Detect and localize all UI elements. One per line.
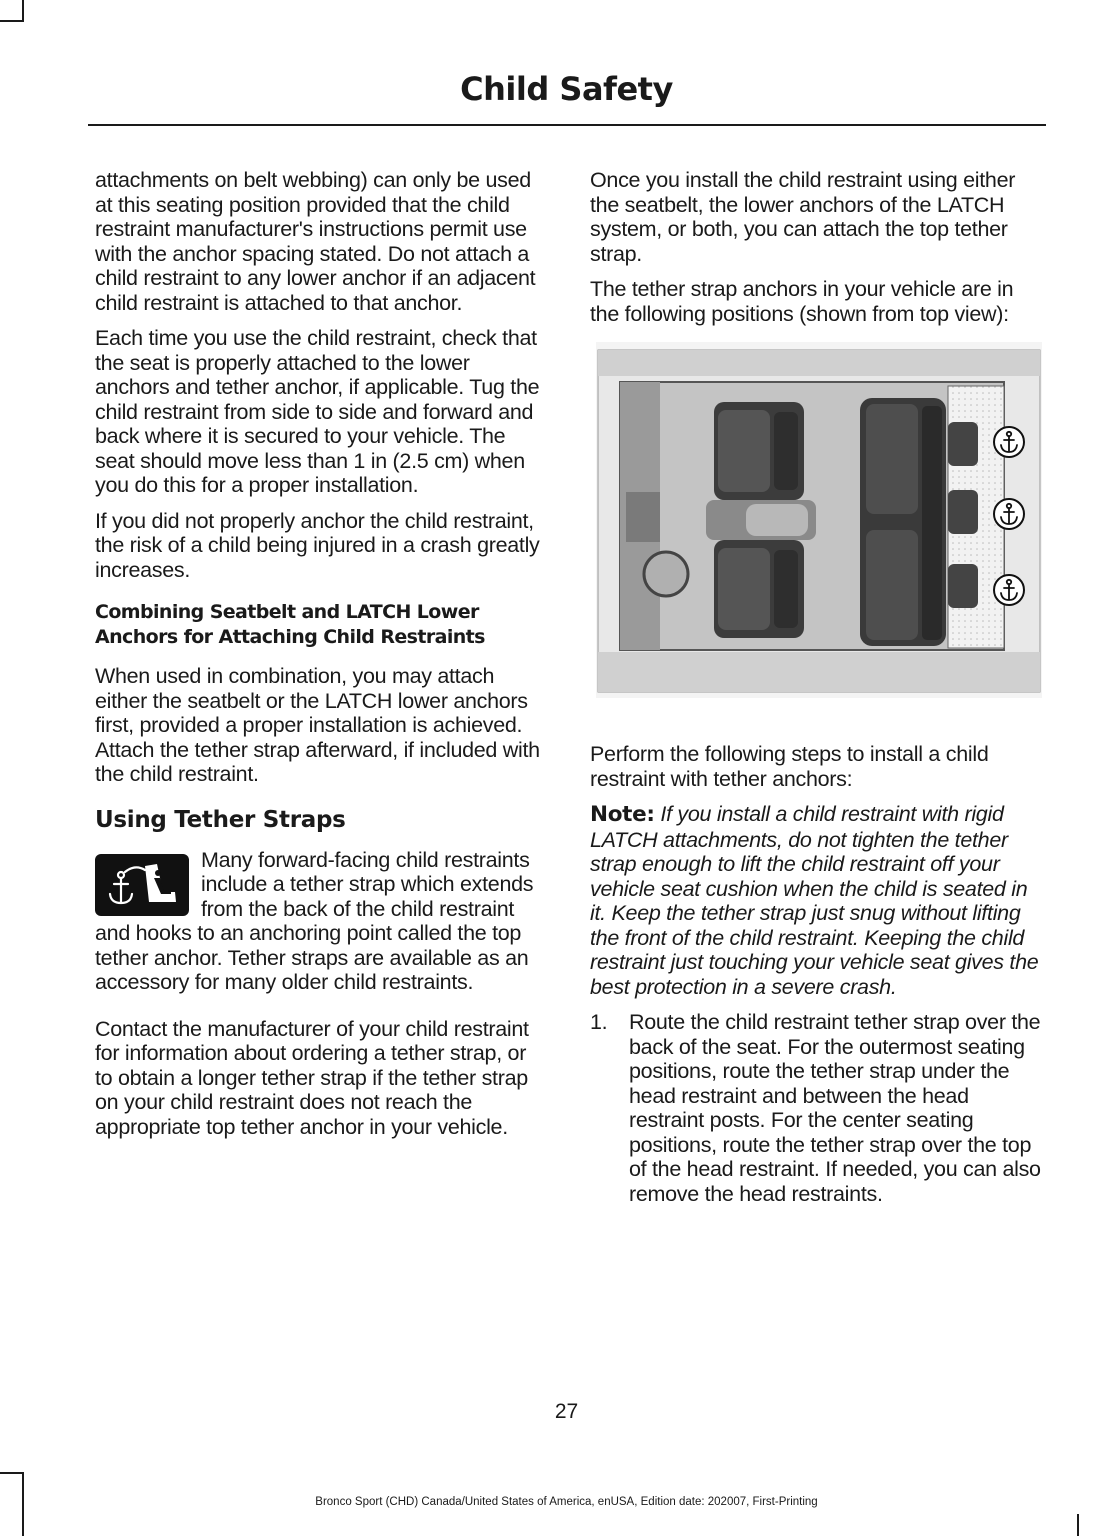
paragraph: Contact the manufacturer of your child restraint for information about ordering a tether strap, or to obtain a longer tether strap if the tether strap on your child restraint does not reach the appropriate top tether anchor in your vehicle. (95, 1016, 529, 1139)
tether-anchor-top-view-figure (596, 342, 1042, 698)
subheading: Combining Seatbelt and LATCH Lower Anchors for Attaching Child Restraints (95, 601, 485, 648)
crop-mark (22, 0, 24, 20)
anchor-icon (994, 427, 1024, 457)
paragraph: When used in combination, you may attach either the seatbelt or the LATCH lower anchors first, provided a proper installation is achieved. Attach the tether strap afterward, if included with the child restraint. (95, 664, 540, 786)
paragraph: If you did not properly anchor the child restraint, the risk of a child being injured in a crash greatly increases. (95, 508, 540, 582)
paragraph: Perform the following steps to install a child restraint with tether anchors: (590, 742, 989, 791)
left-column (95, 168, 547, 1150)
list-item (590, 1010, 1042, 1217)
page-number: 27 (554, 1400, 579, 1423)
page-title: Child Safety (460, 70, 673, 108)
paragraph: Each time you use the child restraint, check that the seat is properly attached to the lower anchors and tether anchor, if applicable. Tug the child restraint from side to side and forward and back where it is secured to your vehicle. The seat should move less than 1 in (2.5 cm) when you do this for a proper installation. (95, 326, 540, 497)
step-text: Route the child restraint tether strap over the back of the seat. For the outermost seating positions, route the tether strap under the head restraint and between the head restraint posts. For the center seating positions, route the tether strap over the top of the head restraint. If needed, you can also remove the head restraints. (629, 1010, 1041, 1206)
child-seat-tether-icon (95, 854, 189, 916)
note-paragraph (590, 802, 1042, 999)
section-heading: Using Tether Straps (95, 806, 346, 833)
note-text: If you install a child restraint with rigid LATCH attachments, do not tighten the tether strap enough to lift the child restraint off your vehicle seat cushion when the child is seated in it. Keep the tether strap just snug without lifting the front of the child restraint. Keeping the child restraint just touching your vehicle seat gives the best protection in a severe crash. (590, 802, 1039, 999)
paragraph: The tether strap anchors in your vehicle are in the following positions (shown from top view): (590, 277, 1014, 326)
header-rule (88, 124, 1046, 126)
paragraph: attachments on belt webbing) can only be used at this seating position provided that the child restraint manufacturer's instructions permit use with the anchor spacing stated. Do not attach a child restraint to any lower anchor if an adjacent child restraint is attached to that anchor. (95, 168, 536, 315)
note-label: Note: (590, 802, 655, 827)
crop-mark (0, 1472, 24, 1474)
note (590, 802, 1042, 999)
right-column (590, 168, 1042, 1217)
tether-intro (95, 848, 547, 995)
anchor-icon (994, 499, 1024, 529)
crop-mark (1077, 1514, 1079, 1536)
crop-mark (0, 20, 24, 22)
paragraph: Once you install the child restraint using either the seatbelt, the lower anchors of the LATCH system, or both, you can attach the top tether strap. (590, 168, 1016, 266)
step-number: 1. (590, 1010, 608, 1034)
footer: Bronco Sport (CHD) Canada/United States of America, enUSA, Edition date: 202007, First-Printing (315, 1496, 818, 1508)
paragraph: Many forward-facing child restraints include a tether strap which extends from the back of the child restraint and hooks to an anchoring point called the top tether anchor. Tether straps are available as an accessory for many older child restraints. (95, 847, 534, 994)
anchor-icon (994, 575, 1024, 605)
